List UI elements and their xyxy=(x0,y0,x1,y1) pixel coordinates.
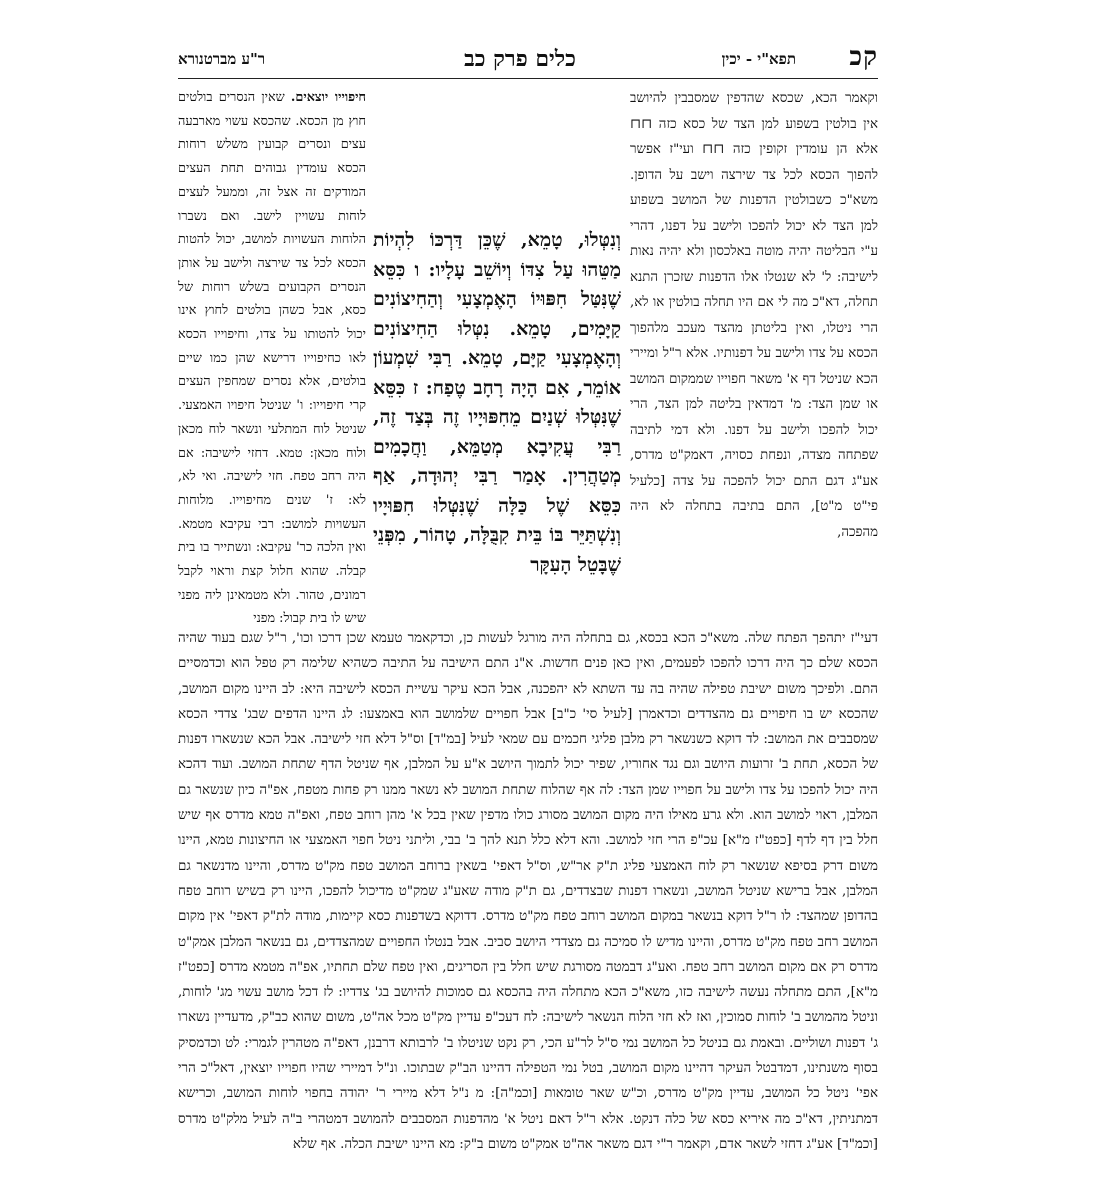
bartenura-commentary-column xyxy=(178,86,366,631)
continuation-text: דעי"ז יתהפך הפתח שלה. משא"כ הכא בכסא, גם בתחלה היה מורגל לעשות כן, וכדקאמר טעמא שכן דרכו וכו', ר"ל שגם בעוד שהיה הכסא שלם כך היה דרכו להפכו לפעמים, ואין כאן פנים חדשות. א"נ התם הישיבה על התיבה כשהיא שלימה רק טפל הוא וכדמסיים התם. ולפיכך משום ישיבת טפילה שהיה בה עד השתא לא יהפכנה, אבל הכא עיקר עשיית הכסא לישיבה היא: לב היינו מקום המושב, שהכסא יש בו חיפויים גם מהצדדים וכדאמרן [לעיל סי' כ"ב] אבל חפויים שלמושב הוא באמצעו: לג היינו הדפים שבג' צדדי הכסא שמסבבים את המושב: לד דוקא כשנשאר רק מלבן פליגי חכמים עם שמאי לעיל [במ"ד] וס"ל דלא חזי לישיבה. אבל הכא שנשארו דפנות של הכסא, תחת ב' זרועות היושב וגם נגד אחוריו, שפיר יכול לתמוך היושב א"ע על המלבן, אף שניטל הדף שתחת המושב. ועוד דהכא היה יכול להפכו על צדו ולישב על חפוייו שמן הצד: לה אף שהלוח שתחת המושב לא נשאר ממנו רק פחות מטפח, אפ"ה כיון שנשאר גם המלבן, ראוי למושב הוא. ולא גרע מאילו היה מקום המושב מסורג כולו מדפין שאין בכל א' מהן רוחב טפח, ואפ"ה טמא מדרס אף שיש חלל בין דף לדף [כפט"ז מ"א] עכ"פ הרי חזי למושב. והא דלא כלל תנא להך ב' בבי, וליתני ניטל חפוי האמצעי או החיצונות טמא, היינו משום דרק בסיפא שנשאר רק לוח האמצעי פליג ת"ק אר"ש, וס"ל דאפי' בשאין ברוחב המושב טפח מק"ט מדרס, והיינו מדנשאר גם המלבן, אבל ברישא שניטל המושב, ונשארו דפנות שבצדדים, גם ת"ק מודה שאע"ג שמק"ט מדיכול להפכו, היינו רק בשיש רוחב טפח בהדופן שמהצד: לו ר"ל דוקא בנשאר במקום המושב רוחב טפח מק"ט מדרס. דדוקא בשדפנות כסא קיימות, מודה לת"ק דאפי' אין מקום המושב רחב טפח מק"ט מדרס, והיינו מדיש לו סמיכה גם מצדדי היושב סביב. אבל בנטלו החפויים שמהצדדים, גם בנשאר המלבן אמק"ט מדרס רק אם מקום המושב רחב טפח. ואע"ג דבמטה מסורגת שיש חלל בין הסריגים, ואין טפח שלם תחתיו, אפ"ה מטמא מדרס [כפט"ז מ"א], התם מתחלה נעשה לישיבה כזו, משא"כ הכא מתחלה היה בהכסא גם סמוכות להיושב בג' צדדיו: לז דכל מושב עשוי מג' לוחות, וניטל מהמושב ב' לוחות סמוכין, ואז לא חזי הלוח הנשאר לישיבה: לח דעכ"פ עדיין מק"ט מכל אה"ט, משום שהוא כב"ק, מדעדיין נשארו ג' דפנות ושוליים. ובאמת גם בניטל כל המושב נמי ס"ל לר"ע הכי, רק נקט שניטלו ב' לרבותא דרבנן, דאפ"ה מטהרין לגמרי: לט וכדמסיק בסוף משנתינו, דמדבטל העיקר דהיינו מקום המושב, בטל נמי הטפילה דהיינו הב"ק שבתוכו. ונ"ל דמיירי שהיו חפוייו יוצאין, דאל"כ הרי אפי' ניטל כל המושב, עדיין מק"ט מדרס, וכ"ש שאר טומאות [וכמ"ה]: מ נ"ל דלא מיירי ר' יהודה בחפוי לוחות המושב, וכרישא דמתניתין, דא"כ מה איריא כסא של כלה דנקט. אלא ר"ל דאם ניטל א' מהדפנות המסבבים להמושב דמטהרי ב"ה לעיל מלק"ט מדרס [וכמ"ד] אע"ג דחזי לשאר אדם, וקאמר ר"י דגם משאר אה"ט אמק"ט משום ב"ק: מא היינו ישיבת הכלה. אף שלא xyxy=(178,631,879,1152)
mishna-text-column xyxy=(373,226,621,580)
bartenura-text: שאין הנסרים בולטים חוץ מן הכסא. שהכסא עשוי מארבעה עצים ונסרים קבועין משלש רוחות הכסא עומדין גבוהים תחת העצים המודקים זה אצל זה, וממעל לעצים לוחות עשויין לישב. ואם נשברו הלוחות העשויות למושב, יכול להטות הכסא לכל צד שירצה ולישב על אותן הנסרים הקבועים בשלש רוחות של כסא, אבל כשהן בולטים לחוץ אינו יכול להטותו על צדו, וחיפוייו הכסא לאו כחיפוייו דרישא שהן כמו שיים בולטים, אלא נסרים שמחפין העצים קרי חיפוייו: ו' שניטל חיפויו האמצעי. שניטל לוח המתלעי ונשאר לוח מכאן ולוח מכאן: טמא. דחזי לישיבה: אם היה רחב טפח. חזי לישיבה. ואי לא, לא: ז' שנים מחיפוייו. מלוחות העשויות למושב: רבי עקיבא מטמא. ואין הלכה כר' עקיבא: ונשתייר בו בית קבלה. שהוא חלול קצת וראוי לקבל רמונים, טהור. ולא מטמאינן ליה מפני שיש לו בית קבול: מפני xyxy=(178,90,366,627)
tiferet-yisrael-commentary-column xyxy=(630,86,878,545)
tiferet-yisrael-label: תפא"י - יכין xyxy=(721,50,796,68)
tiferet-yisrael-continuation xyxy=(178,626,878,1157)
bartenura-paragraph xyxy=(178,86,366,631)
chapter-title: כלים פרק כב xyxy=(464,46,576,72)
page-header xyxy=(178,42,878,76)
bartenura-lead-words: חיפוייו יוצאים. xyxy=(290,90,366,105)
talmud-page xyxy=(178,42,878,1177)
bartenura-label: ר"ע מברטנורא xyxy=(178,50,266,68)
page-number: קכ xyxy=(849,42,878,72)
header-divider xyxy=(178,78,878,79)
mishna-text: וְנִטְּלוּ, טָמֵא, שֶׁכֵּן דַּרְכּוֹ לִהְיוֹת מַטֵּהוּ עַל צִדּוֹ וְיוֹשֵׁב עָלָיו: ו כִּסֵּא שֶׁנִּטַּל חִפּוּיוֹ הָאֶמְצָעִי וְהַחִיצוֹנִים קַיָּמִים, טָמֵא. נִטְּלוּ הַחִיצוֹנִים וְהָאֶמְצָעִי קַיָּם, טָמֵא. רַבִּי שִׁמְעוֹן אוֹמֵר, אִם הָיָה רָחָב טֶפַח: ז כִּסֵּא שֶׁנִּטְּלוּ שְׁנַיִם מֵחִפּוּיָיו זֶה בְּצַד זֶה, רַבִּי עֲקִיבָא מְטַמֵּא, וַחֲכָמִים מְטַהֲרִין. אָמַר רַבִּי יְהוּדָה, אַף כִּסֵּא שֶׁל כַּלָּה שֶׁנִּטְּלוּ חִפּוּיָיו וְנִשְׁתַּיֵּר בּוֹ בֵּית קִבֻּלָּה, טָהוֹר, מִפְּנֵי שֶׁבָּטֵל הָעִקָּר xyxy=(373,229,621,576)
commentary-text: וקאמר הכא, שכסא שהדפין שמסבבין להיושב אין בולטין בשפוע למן הצד של כסא כזה ⊓⊓ אלא הן עומדין זקופין כזה ⊓⊓ ועי"ז אפשר להפוך הכסא לכל צד שירצה וישב על הדופן. משא"כ כשבולטין הדפנות של המושב בשפוע למן הצד לא יכול להפכו ולישב על דפנו, דהרי ע"י הבליטה יהיה מוטה באלכסון ולא יהיה נאות לישיבה: ל' לא שנטלו אלו הדפנות שזכרן התנא תחלה, דא"כ מה לי אם היו תחלה בולטין או לא, הרי ניטלו, ואין בליטתן מהצד מעכב מלהפוך הכסא על צדו ולישב על דפנותיו. אלא ר"ל ומיירי הכא שניטל דף א' משאר חפוייו שממקום המושב או שמן הצד: מ' דמדאין בליטה למן הצד, הרי יכול להפכו ולישב על דפנו. ולא דמי לתיבה שפתחה מצדה, ונפחת כסויה, דאמק"ט מדרס, אע"ג דגם התם יכול להפכה על צדה [כלעיל פי"ט מ"ט], התם בתיבה בתחלה לא היה מהפכה, xyxy=(630,91,878,540)
